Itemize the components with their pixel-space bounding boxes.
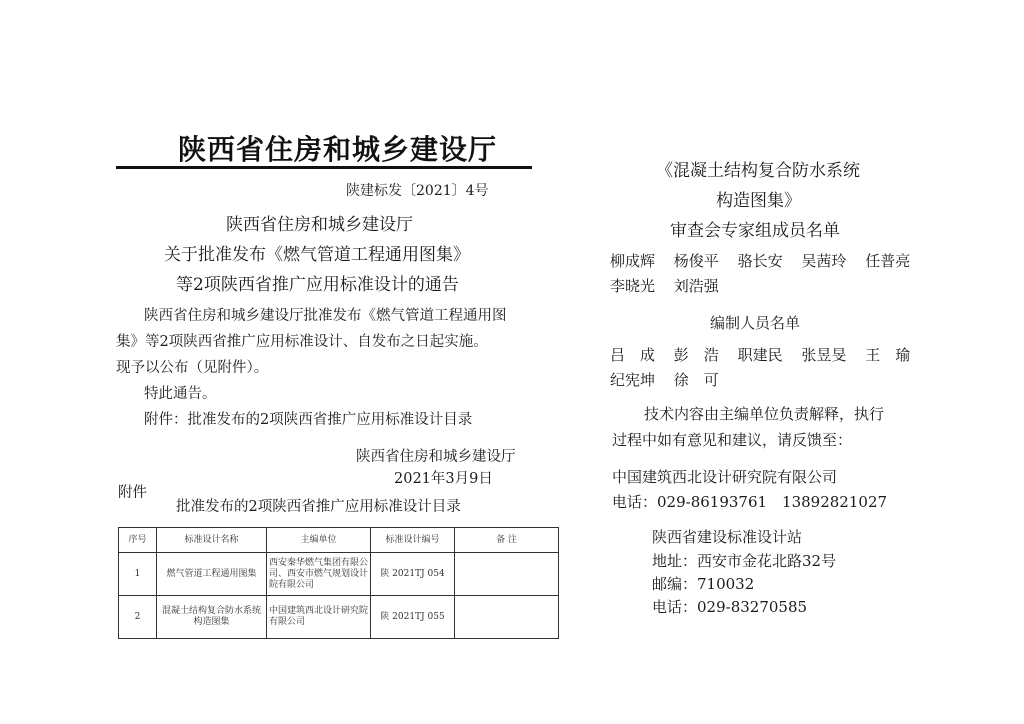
expert-name: 任普亮 xyxy=(865,252,911,270)
editor-name: 王 瑜 xyxy=(865,346,911,364)
notice-title-line-2: 关于批准发布《燃气管道工程通用图集》 xyxy=(164,245,470,265)
table-cell: 西安秦华燃气集团有限公司、西安市燃气规划设计院有限公司 xyxy=(267,553,371,596)
editors-heading: 编制人员名单 xyxy=(710,314,801,332)
attachment-title: 批准发布的2项陕西省推广应用标准设计目录 xyxy=(176,499,461,515)
body-paragraph-1-line-2: 集》等2项陕西省推广应用标准设计、自发布之日起实施。 xyxy=(116,334,488,350)
signature-date: 2021年3月9日 xyxy=(394,471,493,487)
editor-name: 张昱旻 xyxy=(801,346,847,364)
expert-name: 吴茜玲 xyxy=(801,252,847,270)
right-title-line-2: 构造图集》 xyxy=(716,191,801,211)
table-header-cell: 主编单位 xyxy=(267,528,371,553)
table-header-cell: 标准设计编号 xyxy=(371,528,455,553)
table-cell: 陕 2021TJ 055 xyxy=(371,596,455,639)
expert-name: 刘浩强 xyxy=(673,277,719,295)
expert-names-row-2 xyxy=(610,275,733,296)
table-cell xyxy=(455,596,559,639)
table-cell: 2 xyxy=(119,596,157,639)
table-cell: 燃气管道工程通用图集 xyxy=(157,553,267,596)
editor-names-row-1 xyxy=(610,344,924,365)
editor-name: 吕 成 xyxy=(610,346,656,364)
contact-org-1: 中国建筑西北设计研究院有限公司 xyxy=(612,468,838,486)
notice-title-line-1: 陕西省住房和城乡建设厅 xyxy=(226,215,413,235)
editor-name: 彭 浩 xyxy=(673,346,719,364)
editor-name: 徐 可 xyxy=(673,371,719,389)
table-cell: 混凝土结构复合防水系统构造图集 xyxy=(157,596,267,639)
header-rule xyxy=(116,166,532,169)
editor-names-row-2 xyxy=(610,369,733,390)
interpretation-note-line-2: 过程中如有意见和建议，请反馈至： xyxy=(612,431,853,449)
attachment-reference: 附件：批准发布的2项陕西省推广应用标准设计目录 xyxy=(144,412,473,428)
expert-name: 李晓光 xyxy=(610,277,656,295)
body-paragraph-1-line-1: 陕西省住房和城乡建设厅批准发布《燃气管道工程通用图 xyxy=(144,308,507,324)
table-row xyxy=(119,553,559,596)
table-header-cell: 序号 xyxy=(119,528,157,553)
expert-name: 骆长安 xyxy=(737,252,783,270)
contact-phone-2: 电话：029-83270585 xyxy=(652,598,808,616)
editor-name: 职建民 xyxy=(737,346,783,364)
interpretation-note-line-1: 技术内容由主编单位负责解释，执行 xyxy=(644,405,885,423)
signature-org: 陕西省住房和城乡建设厅 xyxy=(356,449,516,465)
table-cell: 中国建筑西北设计研究院有限公司 xyxy=(267,596,371,639)
contact-org-2: 陕西省建设标准设计站 xyxy=(652,528,803,546)
table-cell: 陕 2021TJ 054 xyxy=(371,553,455,596)
contact-address-2: 地址：西安市金花北路32号 xyxy=(652,552,837,570)
table-header-cell: 备 注 xyxy=(455,528,559,553)
body-paragraph-1-line-3: 现予以公布（见附件）。 xyxy=(116,360,269,376)
expert-name: 杨俊平 xyxy=(673,252,719,270)
table-header-row xyxy=(119,528,559,553)
right-title-line-1: 《混凝土结构复合防水系统 xyxy=(656,161,860,181)
table-cell xyxy=(455,553,559,596)
standards-catalog-table xyxy=(118,527,559,639)
table-cell: 1 xyxy=(119,553,157,596)
contact-postcode-2: 邮编：710032 xyxy=(652,575,755,593)
expert-list-heading: 审查会专家组成员名单 xyxy=(670,221,840,241)
expert-names-row-1 xyxy=(610,250,924,271)
table-row xyxy=(119,596,559,639)
notice-title-line-3: 等2项陕西省推广应用标准设计的通告 xyxy=(176,275,459,295)
attachment-label: 附件 xyxy=(118,485,147,501)
table-header-cell: 标准设计名称 xyxy=(157,528,267,553)
expert-name: 柳成辉 xyxy=(610,252,656,270)
document-number: 陕建标发〔2021〕4号 xyxy=(346,183,489,199)
body-paragraph-2: 特此通告。 xyxy=(144,386,217,402)
issuing-agency-title: 陕西省住房和城乡建设厅 xyxy=(178,133,498,166)
contact-phone-1: 电话：029-86193761 13892821027 xyxy=(612,493,888,511)
editor-name: 纪宪坤 xyxy=(610,371,656,389)
